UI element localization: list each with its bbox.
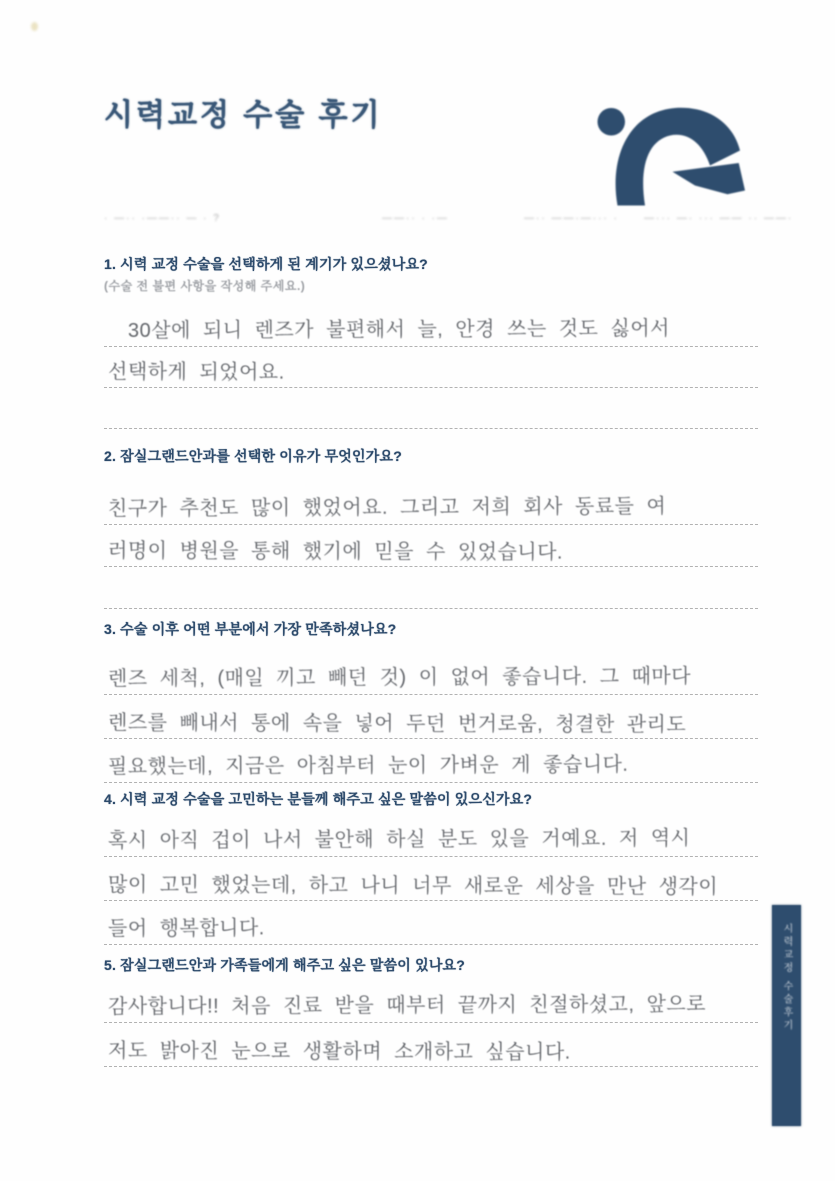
answer-line <box>104 651 758 695</box>
handwritten-text: 들어 행복합니다. <box>107 917 265 940</box>
question-5-label: 5. 잠실그랜드안과 가족들에게 해주고 싶은 말씀이 있나요? <box>104 957 466 973</box>
question-block-1 <box>104 254 758 429</box>
answer-line <box>104 901 758 945</box>
question-block-5 <box>104 955 758 1067</box>
question-block-3 <box>104 619 758 783</box>
handwritten-text: 감사합니다!! 처음 진료 받을 때부터 끝까지 친절하셨고, 앞으로 <box>107 993 707 1018</box>
answer-line <box>104 857 758 901</box>
answer-line <box>104 979 758 1023</box>
faded-fragment: ―··· ―· ··· ―― ·· ――· <box>644 213 794 224</box>
handwritten-text: 친구가 추천도 많이 했었어요. 그리고 저희 회사 동료들 여 <box>107 495 667 520</box>
question-2-label: 2. 잠실그랜드안과를 선택한 이유가 무엇인가요? <box>104 448 402 464</box>
question-1-answer-area <box>104 306 758 429</box>
handwritten-text: 필요했는데, 지금은 아침부터 눈이 가벼운 게 좋습니다. <box>107 753 629 778</box>
handwritten-text: 러명이 병원을 통해 했기에 믿을 수 있었습니다. <box>108 540 564 564</box>
page-title: 시력교정 수술 후기 <box>104 99 383 132</box>
side-tab-vertical-text: 시력교정 수술후기 <box>781 923 792 1033</box>
scan-speck <box>31 22 38 31</box>
answer-line-empty <box>104 567 758 609</box>
answer-line <box>104 483 758 525</box>
handwritten-text: 선택하게 되었어요. <box>108 361 285 384</box>
faded-fragment: ―·· ――·―··· · <box>524 213 619 224</box>
question-1-note: (수술 전 불편 사항을 작성해 주세요.) <box>104 279 306 293</box>
answer-line <box>104 739 758 783</box>
question-block-4 <box>104 789 758 945</box>
handwritten-text: 30살에 되니 렌즈가 불편해서 늘, 안경 쓰는 것도 싫어서 <box>127 317 670 342</box>
answer-line <box>104 525 758 567</box>
handwritten-text: 많이 고민 했었는데, 하고 나니 너무 새로운 세상을 만난 생각이 <box>108 874 719 899</box>
answer-line <box>104 813 758 857</box>
answer-line <box>104 1023 758 1067</box>
handwritten-text: 저도 밝아진 눈으로 생활하며 소개하고 싶습니다. <box>108 1040 571 1064</box>
handwritten-text: 렌즈 세척, (매일 끼고 빼던 것) 이 없어 좋습니다. 그 때마다 <box>107 665 692 690</box>
faded-fragment: ――·· · ·― <box>382 213 449 224</box>
question-4-answer-area <box>104 813 758 945</box>
answer-line <box>104 347 758 388</box>
side-tab-label <box>772 905 801 1126</box>
answer-line <box>104 306 758 347</box>
question-3-label: 3. 수술 이후 어떤 부분에서 가장 만족하셨나요? <box>104 621 397 637</box>
question-4-label: 4. 시력 교정 수술을 고민하는 분들께 해주고 싶은 말씀이 있으신가요? <box>104 791 533 807</box>
faded-scan-text-line <box>104 213 794 229</box>
handwritten-text: 혹시 아직 겁이 나서 불안해 하실 분도 있을 거예요. 저 역시 <box>107 827 691 852</box>
question-5-answer-area <box>104 979 758 1067</box>
question-1-label: 1. 시력 교정 수술을 선택하게 된 계기가 있으셨나요? <box>104 256 428 272</box>
question-block-2 <box>104 446 758 609</box>
faded-fragment: · ―·· ·――·· ― · ? <box>104 213 221 224</box>
answer-line <box>104 695 758 739</box>
question-2-answer-area <box>104 483 758 609</box>
answer-line-empty <box>104 388 758 429</box>
clinic-g-logo-icon <box>575 93 775 218</box>
handwritten-text: 렌즈를 빼내서 통에 속을 넣어 두던 번거로움, 청결한 관리도 <box>108 712 687 737</box>
question-3-answer-area <box>104 651 758 783</box>
